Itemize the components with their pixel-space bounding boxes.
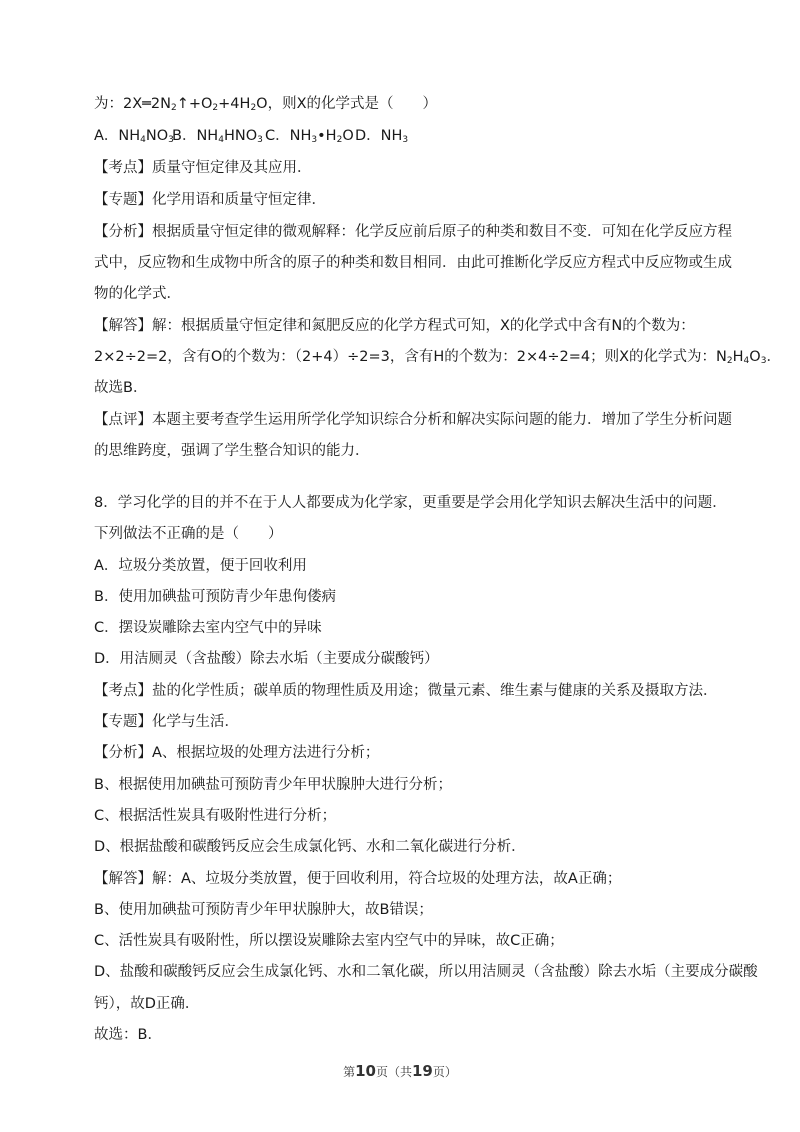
q7-options: [94, 126, 408, 146]
q8-jieda-line: 故选：B．: [94, 1027, 162, 1043]
page-footer: 第10页（共19页）: [343, 1062, 457, 1080]
eq-mid: +4H: [218, 96, 251, 112]
q7-equation-line: [94, 94, 437, 114]
eq-arrow: ↑+O: [176, 96, 213, 112]
eq-prefix: 为：2X═2N: [94, 96, 171, 112]
q7-kaodian: 【考点】质量守恒定律及其应用．: [94, 160, 312, 176]
q8-option-a: A．垃圾分类放置，便于回收利用: [94, 558, 307, 574]
q8-jieda-line: B、使用加碘盐可预防青少年甲状腺肿大，故B错误；: [94, 902, 433, 918]
q7-jieda-line: 2×2÷2=2，含有O的个数为：（2+4）÷2=3，含有H的个数为：2×4÷2=4；则X的化学式为：$N_2H_4O_3$．: [94, 349, 781, 366]
q7-jieda-line: 【解答】解：根据质量守恒定律和氮肥反应的化学方程式可知，X的化学式中含有N的个数为：: [94, 318, 695, 334]
eq-sub: 2: [212, 103, 219, 113]
q7-zhuanti: 【专题】化学用语和质量守恒定律．: [94, 192, 326, 208]
q7-jieda-line: 故选B．: [94, 380, 148, 396]
q7-option-d: D．$NH_3$: [355, 128, 409, 145]
q8-stem-line: 8．学习化学的目的并不在于人人都要成为化学家，更重要是学会用化学知识去解决生活中的问题．: [94, 495, 727, 511]
q8-option-c: C．摆设炭雕除去室内空气中的异味: [94, 620, 322, 636]
q8-jieda-line: 钙），故D正确．: [94, 996, 200, 1012]
q7-dianping-line: 【点评】本题主要考查学生运用所学化学知识综合分析和解决实际问题的能力．增加了学生分析问题: [94, 412, 732, 428]
q8-option-b: B．使用加碘盐可预防青少年患佝偻病: [94, 589, 336, 605]
q8-jieda-line: 【解答】解：A、垃圾分类放置，便于回收利用，符合垃圾的处理方法，故A正确；: [94, 871, 622, 887]
q8-jieda-line: D、盐酸和碳酸钙反应会生成氯化钙、水和二氧化碳，所以用洁厕灵（含盐酸）除去水垢（主要成分碳酸: [94, 964, 758, 980]
current-page-number: 10: [355, 1062, 376, 1080]
eq-sub: 2: [250, 103, 257, 113]
q8-jieda-line: C、活性炭具有吸附性，所以摆设炭雕除去室内空气中的异味，故C正确；: [94, 933, 564, 949]
q7-option-a: A．$NH_4NO_3$: [94, 128, 174, 145]
q8-option-d: D．用洁厕灵（含盐酸）除去水垢（主要成分碳酸钙）: [94, 651, 439, 667]
q7-dianping-line: 的思维跨度，强调了学生整合知识的能力．: [94, 443, 370, 459]
q8-fenxi-line: B、根据使用加碘盐可预防青少年甲状腺肿大进行分析；: [94, 777, 452, 793]
q7-fenxi-line: 【分析】根据质量守恒定律的微观解释：化学反应前后原子的种类和数目不变．可知在化学反应方程: [94, 224, 732, 240]
q8-fenxi-line: 【分析】A、根据垃圾的处理方法进行分析；: [94, 745, 380, 761]
q8-fenxi-line: D、根据盐酸和碳酸钙反应会生成氯化钙、水和二氧化碳进行分析．: [94, 839, 526, 855]
eq-suffix: O，则X的化学式是（ ）: [256, 96, 438, 112]
total-page-number: 19: [412, 1062, 433, 1080]
q7-fenxi-line: 物的化学式．: [94, 286, 181, 302]
q7-option-b: B．$NH_4HNO_3$: [172, 128, 263, 145]
q8-zhuanti: 【专题】化学与生活．: [94, 714, 239, 730]
q8-fenxi-line: C、根据活性炭具有吸附性进行分析；: [94, 808, 337, 824]
q8-stem-line: 下列做法不正确的是（ ）: [94, 526, 283, 542]
q8-kaodian: 【考点】盐的化学性质；碳单质的物理性质及用途；微量元素、维生素与健康的关系及摄取方法．: [94, 683, 718, 699]
q7-fenxi-line: 式中，反应物和生成物中所含的原子的种类和数目相同．由此可推断化学反应方程式中反应物或生成: [94, 255, 732, 271]
eq-sub: 2: [170, 103, 177, 113]
q7-option-c: C．$NH_3•H_2O$: [265, 128, 354, 145]
